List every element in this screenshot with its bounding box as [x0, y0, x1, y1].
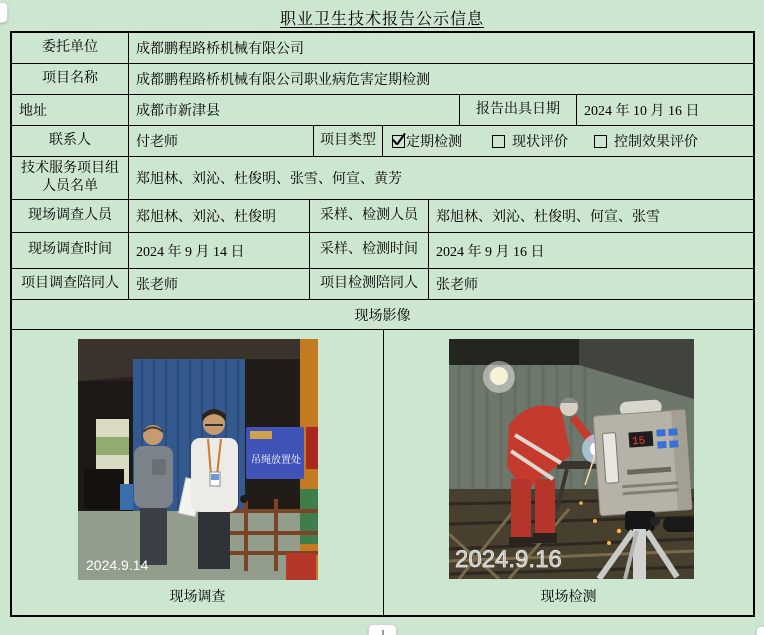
option-control-effect-evaluation [594, 131, 698, 151]
project-value: 成都鹏程路桥机械有限公司职业病危害定期检测 [136, 73, 430, 88]
site-detection-photo [449, 339, 689, 580]
option-periodic-detection [392, 131, 462, 151]
table-row-contact [12, 126, 753, 157]
address-label: 地址 [12, 95, 129, 125]
project-type-options [383, 126, 753, 156]
date-stamp: 2024.9.14 [85, 557, 148, 573]
survey-staff-label: 现场调查人员 [12, 200, 129, 232]
client-value: 成都鹏程路桥机械有限公司 [136, 42, 304, 57]
table-row-companions [12, 269, 753, 300]
table-row-survey-time [12, 233, 753, 269]
option-label: 现状评价 [512, 135, 568, 150]
photo-cell-survey [12, 330, 384, 615]
page-button-caret-icon [382, 630, 384, 635]
date-stamp: 2024.9.16 [454, 546, 562, 573]
contact-label: 联系人 [12, 126, 129, 156]
report-date-label: 报告出具日期 [460, 95, 577, 125]
team-label-line1: 技术服务项目组 [21, 160, 119, 176]
floating-page-button[interactable] [368, 624, 397, 635]
survey-companion-label: 项目调查陪同人 [12, 269, 129, 299]
survey-time-value: 2024 年 9 月 14 日 [129, 233, 310, 268]
address-value: 成都市新津县 [129, 95, 460, 125]
photo-cell-detection [384, 330, 753, 615]
media-header: 现场影像 [354, 308, 411, 324]
survey-staff-value: 郑旭林、刘沁、杜俊明 [129, 200, 310, 232]
table-row-project [12, 64, 753, 95]
project-label: 项目名称 [12, 64, 129, 94]
option-status-evaluation [492, 131, 568, 151]
report-date-value: 2024 年 10 月 16 日 [584, 104, 700, 119]
photo-caption-survey: 现场调查 [169, 590, 226, 605]
dust-sampler-instrument [592, 398, 692, 516]
table-row-survey-staff [12, 200, 753, 233]
option-label: 定期检测 [406, 135, 462, 150]
sampling-staff-value: 郑旭林、刘沁、杜俊明、何宣、张雪 [436, 210, 660, 225]
test-companion-value: 张老师 [436, 278, 478, 293]
contact-value: 付老师 [129, 126, 314, 156]
sampling-time-label: 采样、检测时间 [310, 233, 429, 268]
site-survey-photo [78, 339, 318, 580]
project-type-label: 项目类型 [314, 126, 383, 156]
floating-handle-bottom-right[interactable] [756, 626, 764, 635]
survey-companion-value: 张老师 [129, 269, 310, 299]
report-table [10, 31, 755, 617]
checkbox-unchecked-icon[interactable] [594, 135, 607, 148]
table-row-address [12, 95, 753, 126]
team-value: 郑旭林、刘沁、杜俊明、张雪、何宣、黄芳 [136, 172, 402, 187]
client-label: 委托单位 [12, 33, 129, 63]
team-label [12, 157, 129, 199]
table-row-media-header [12, 300, 753, 330]
photo-caption-detection: 现场检测 [540, 590, 597, 605]
team-label-line2: 人员名单 [42, 179, 98, 194]
sampling-staff-label: 采样、检测人员 [310, 200, 429, 232]
svg-text:15: 15 [631, 435, 646, 449]
table-row-team [12, 157, 753, 200]
survey-time-label: 现场调查时间 [12, 233, 129, 268]
checkbox-unchecked-icon[interactable] [492, 135, 505, 148]
sign-text: 吊绳放置处 [250, 455, 301, 466]
table-row-photos [12, 330, 753, 615]
option-label: 控制效果评价 [614, 135, 698, 150]
checkbox-checked-icon[interactable] [392, 135, 405, 148]
table-row-client [12, 33, 753, 64]
test-companion-label: 项目检测陪同人 [310, 269, 429, 299]
sampling-time-value: 2024 年 9 月 16 日 [436, 244, 545, 260]
page-title: 职业卫生技术报告公示信息 [279, 11, 484, 28]
